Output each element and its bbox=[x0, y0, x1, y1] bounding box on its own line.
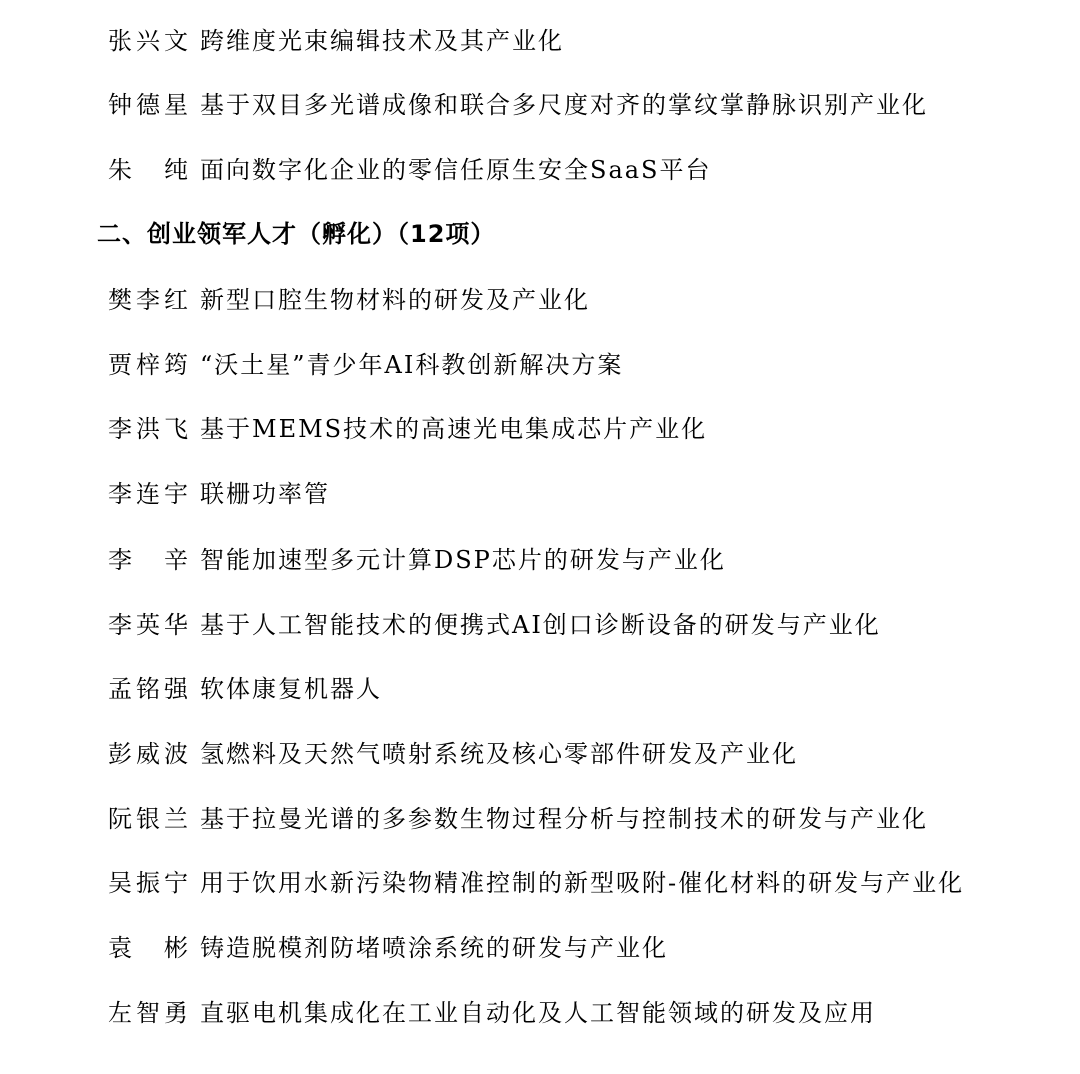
list-item bbox=[108, 602, 881, 642]
list-item bbox=[108, 990, 876, 1030]
project-title: 基于双目多光谱成像和联合多尺度对齐的掌纹掌静脉识别产业化 bbox=[200, 90, 928, 119]
list-item bbox=[108, 731, 798, 771]
list-item bbox=[108, 277, 590, 317]
list-item bbox=[108, 147, 712, 187]
person-name: 彭威波 bbox=[108, 739, 192, 768]
project-title: 铸造脱模剂防堵喷涂系统的研发与产业化 bbox=[200, 933, 668, 962]
person-name: 袁 彬 bbox=[108, 933, 192, 962]
person-name: 李英华 bbox=[108, 610, 192, 639]
person-name: 孟铭强 bbox=[108, 674, 192, 703]
project-title: 软体康复机器人 bbox=[200, 674, 382, 703]
person-name: 左智勇 bbox=[108, 998, 192, 1027]
person-name: 朱 纯 bbox=[108, 155, 192, 184]
project-title: “沃土星”青少年AI科教创新解决方案 bbox=[200, 350, 624, 379]
project-title: 跨维度光束编辑技术及其产业化 bbox=[200, 26, 564, 55]
list-item bbox=[108, 925, 668, 965]
project-title: 基于MEMS技术的高速光电集成芯片产业化 bbox=[200, 414, 708, 443]
person-name: 李连宇 bbox=[108, 479, 192, 508]
person-name: 钟德星 bbox=[108, 90, 192, 119]
project-title: 用于饮用水新污染物精准控制的新型吸附-催化材料的研发与产业化 bbox=[200, 868, 965, 897]
list-item bbox=[108, 82, 928, 122]
list-item bbox=[108, 537, 726, 577]
project-title: 基于人工智能技术的便携式AI创口诊断设备的研发与产业化 bbox=[200, 610, 881, 639]
list-item bbox=[108, 18, 564, 58]
person-name: 吴振宁 bbox=[108, 868, 192, 897]
person-name: 张兴文 bbox=[108, 26, 192, 55]
list-item bbox=[108, 406, 707, 446]
person-name: 贾梓筠 bbox=[108, 350, 192, 379]
project-title: 新型口腔生物材料的研发及产业化 bbox=[200, 285, 590, 314]
list-item bbox=[108, 796, 928, 836]
list-item bbox=[108, 342, 623, 382]
section-heading: 二、创业领军人才（孵化）（12项） bbox=[97, 219, 496, 248]
project-title: 智能加速型多元计算DSP芯片的研发与产业化 bbox=[200, 545, 726, 574]
project-title: 直驱电机集成化在工业自动化及人工智能领域的研发及应用 bbox=[200, 998, 876, 1027]
project-title: 联栅功率管 bbox=[200, 479, 330, 508]
person-name: 阮银兰 bbox=[108, 804, 192, 833]
person-name: 李洪飞 bbox=[108, 414, 192, 443]
project-title: 氢燃料及天然气喷射系统及核心零部件研发及产业化 bbox=[200, 739, 798, 768]
project-title: 面向数字化企业的零信任原生安全SaaS平台 bbox=[200, 155, 712, 184]
list-item bbox=[108, 666, 382, 706]
person-name: 李 辛 bbox=[108, 545, 192, 574]
list-item bbox=[108, 471, 330, 511]
list-item bbox=[108, 860, 964, 900]
project-title: 基于拉曼光谱的多参数生物过程分析与控制技术的研发与产业化 bbox=[200, 804, 928, 833]
person-name: 樊李红 bbox=[108, 285, 192, 314]
